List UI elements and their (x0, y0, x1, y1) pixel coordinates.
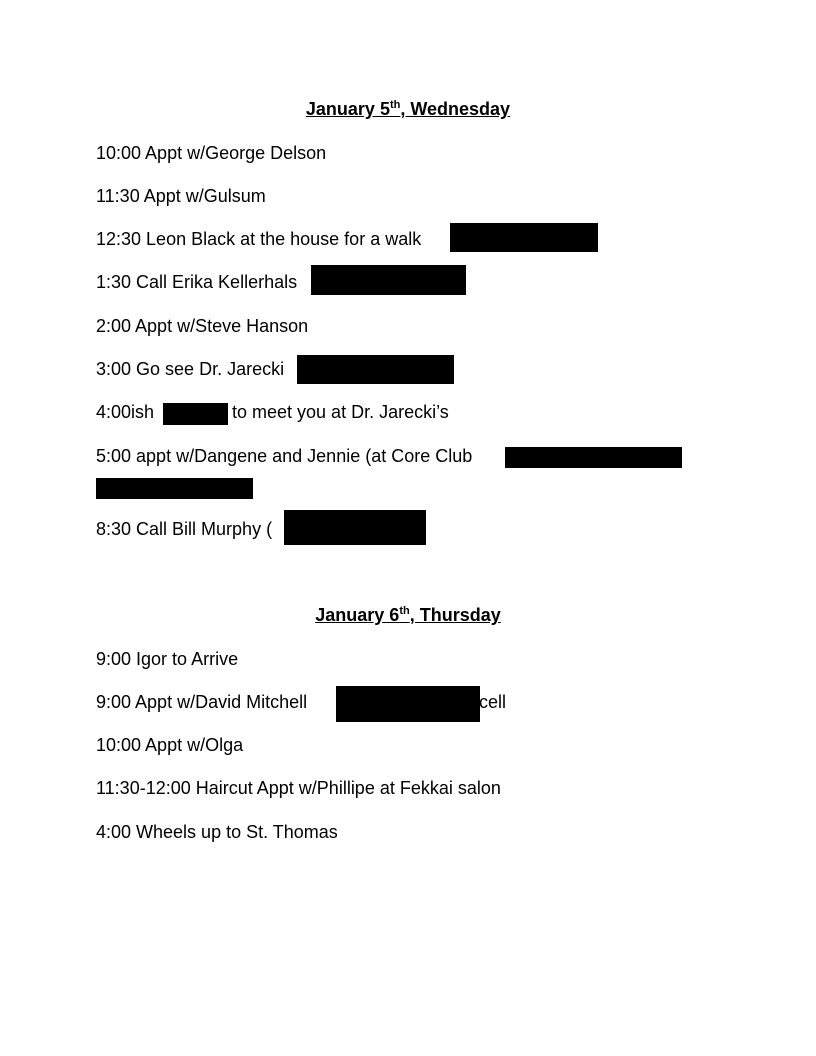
schedule-entry-before-redaction: 4:00ish (96, 402, 155, 422)
schedule-entry-before-redaction: 9:00 Appt w/David Mitchell (96, 692, 308, 712)
redaction-block (311, 265, 466, 295)
redaction-block (96, 478, 253, 499)
schedule-entry: 1:30 Call Erika Kellerhals (96, 272, 298, 292)
schedule-entry-after-redaction: to meet you at Dr. Jarecki’s (232, 402, 449, 422)
schedule-entry: 3:00 Go see Dr. Jarecki (96, 359, 285, 379)
redaction-block (450, 223, 598, 252)
schedule-entry-after-redaction: cell (479, 692, 507, 712)
schedule-entry: 9:00 Igor to Arrive (96, 649, 239, 669)
schedule-entry: 10:00 Appt w/George Delson (96, 143, 327, 163)
section-heading-jan-5 (0, 98, 816, 120)
schedule-entry: 5:00 appt w/Dangene and Jennie (at Core Club (96, 446, 473, 466)
section-heading-jan-6 (0, 604, 816, 626)
heading-ordinal-suffix: th (399, 605, 410, 617)
redaction-block (284, 510, 426, 545)
redaction-block (163, 403, 228, 425)
heading-weekday: , Wednesday (400, 99, 511, 119)
heading-weekday: , Thursday (409, 605, 501, 625)
heading-ordinal-suffix: th (389, 99, 401, 111)
schedule-entry: 12:30 Leon Black at the house for a walk (96, 229, 422, 249)
schedule-entry: 10:00 Appt w/Olga (96, 735, 244, 755)
heading-date: January 5 (305, 99, 390, 119)
redaction-block (336, 686, 480, 722)
heading-date: January 6 (315, 605, 400, 625)
schedule-entry: 8:30 Call Bill Murphy ( (96, 519, 273, 539)
schedule-entry: 11:30 Appt w/Gulsum (96, 186, 266, 206)
redaction-block (505, 447, 682, 468)
schedule-entry: 2:00 Appt w/Steve Hanson (96, 316, 309, 336)
redaction-block (297, 355, 454, 384)
schedule-entry: 11:30-12:00 Haircut Appt w/Phillipe at Fekkai salon (96, 778, 501, 798)
schedule-entry: 4:00 Wheels up to St. Thomas (96, 822, 338, 842)
